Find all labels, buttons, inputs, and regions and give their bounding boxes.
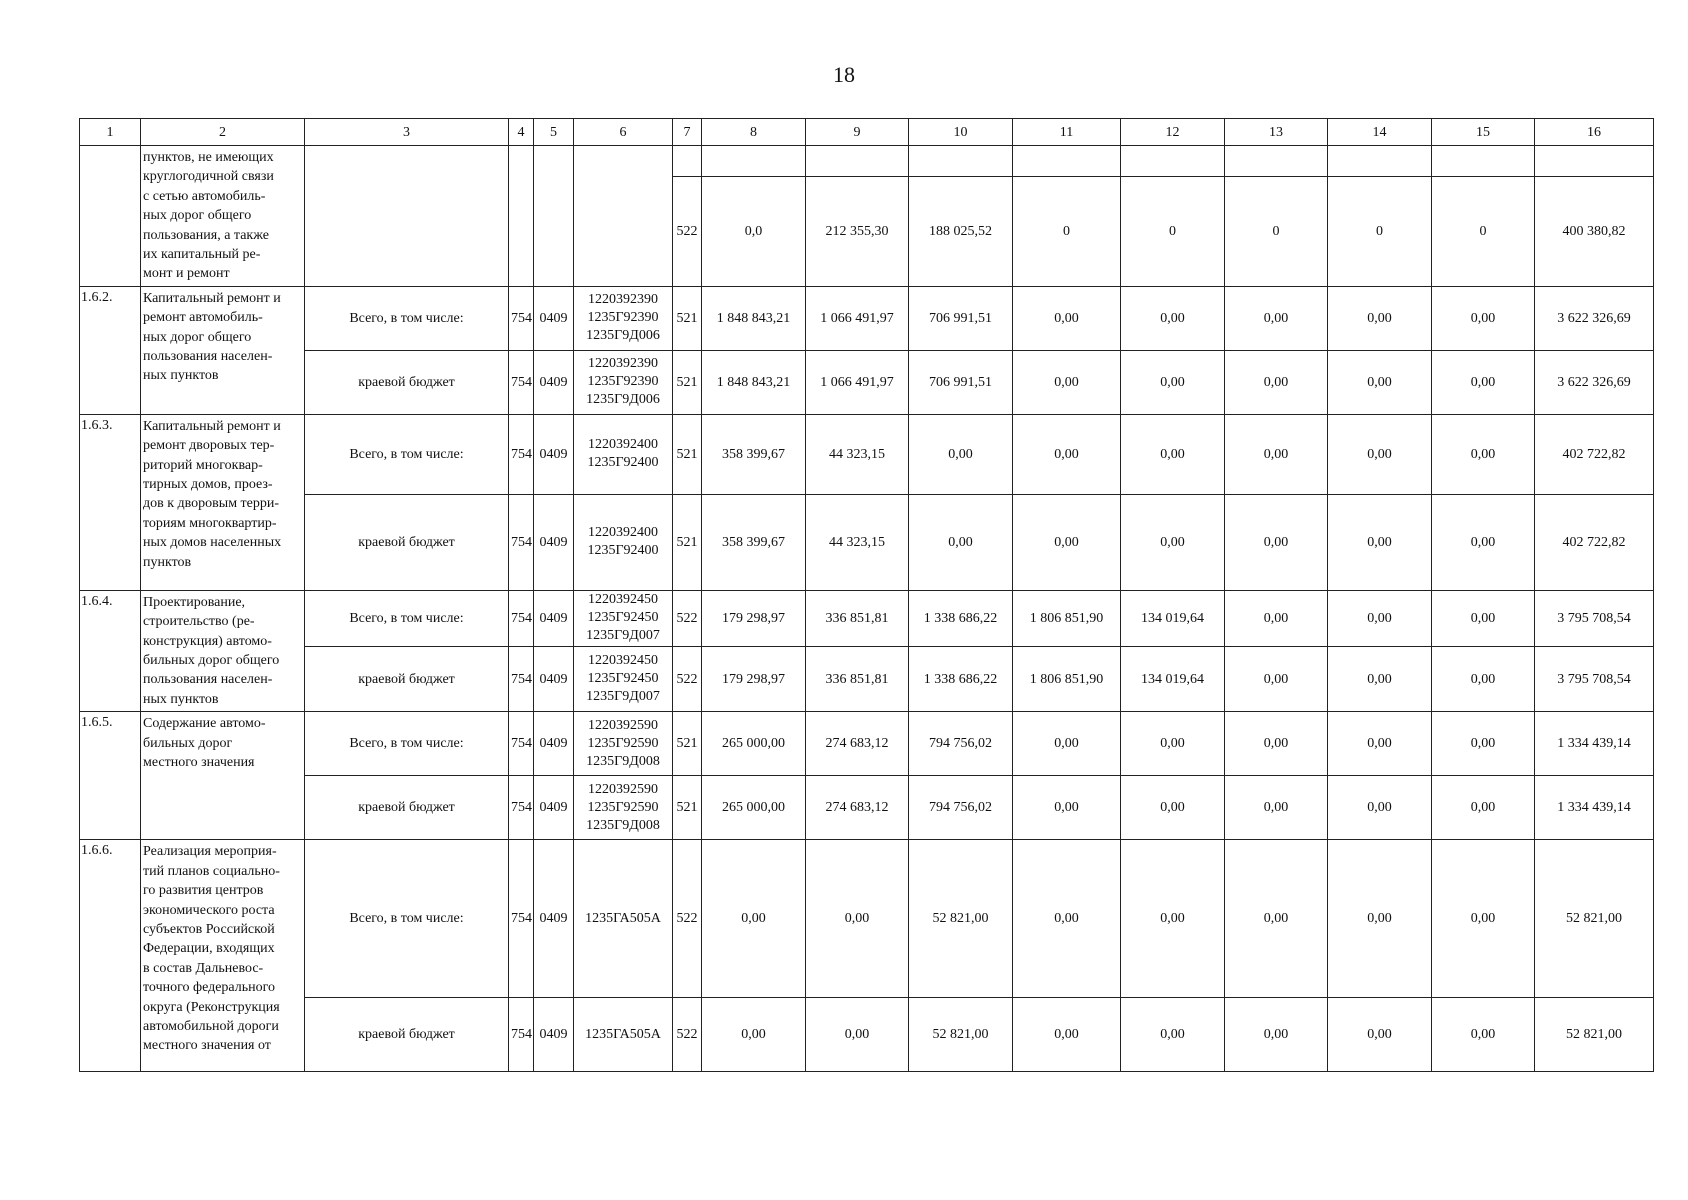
value-cell: 794 756,02 bbox=[909, 776, 1013, 840]
col-5: 0409 bbox=[534, 776, 574, 840]
description-line: пунктов bbox=[143, 554, 192, 570]
description-line: строительство (ре- bbox=[143, 614, 255, 630]
value-cell: 0,00 bbox=[1328, 494, 1432, 590]
header-cell: 2 bbox=[141, 119, 305, 146]
code-cell bbox=[574, 712, 673, 776]
description-line: экономического роста bbox=[143, 902, 275, 918]
value-cell: 265 000,00 bbox=[702, 776, 806, 840]
col-7: 522 bbox=[673, 590, 702, 646]
col-5: 0409 bbox=[534, 350, 574, 414]
value-cell: 0,00 bbox=[1328, 776, 1432, 840]
budget-code: 1235Г92400 bbox=[587, 455, 659, 471]
description-line: округа (Реконструкция bbox=[143, 999, 280, 1015]
col-7: 521 bbox=[673, 776, 702, 840]
value-cell: 1 334 439,14 bbox=[1535, 712, 1654, 776]
empty-cell bbox=[909, 146, 1013, 177]
value-cell: 0,00 bbox=[1013, 414, 1121, 494]
table-row bbox=[80, 840, 1654, 998]
description-line: пользования населен- bbox=[143, 349, 273, 365]
value-cell: 400 380,82 bbox=[1535, 176, 1654, 286]
value-cell: 0,00 bbox=[1328, 590, 1432, 646]
value-cell: 0,00 bbox=[1225, 712, 1328, 776]
value-cell: 134 019,64 bbox=[1121, 590, 1225, 646]
value-cell: 0,00 bbox=[1225, 776, 1328, 840]
code-cell bbox=[574, 590, 673, 646]
description-line: ных дорог общего bbox=[143, 208, 252, 224]
budget-code: 1220392590 bbox=[588, 717, 658, 733]
description-line: их капитальный ре- bbox=[143, 247, 261, 263]
value-cell: 0,00 bbox=[1225, 646, 1328, 711]
funding-source: краевой бюджет bbox=[305, 646, 509, 711]
budget-code: 1235Г92590 bbox=[587, 799, 659, 815]
empty-cell bbox=[1432, 146, 1535, 177]
col-4: 754 bbox=[509, 776, 534, 840]
value-cell: 0,00 bbox=[1013, 494, 1121, 590]
value-cell: 0,00 bbox=[1432, 494, 1535, 590]
value-cell: 0,00 bbox=[1432, 712, 1535, 776]
value-cell: 44 323,15 bbox=[806, 494, 909, 590]
value-cell: 0,00 bbox=[1225, 494, 1328, 590]
table-row bbox=[80, 414, 1654, 494]
value-cell: 0,00 bbox=[1432, 414, 1535, 494]
value-cell: 52 821,00 bbox=[1535, 840, 1654, 998]
table-row bbox=[80, 712, 1654, 776]
header-cell: 13 bbox=[1225, 119, 1328, 146]
value-cell: 3 795 708,54 bbox=[1535, 590, 1654, 646]
value-cell: 188 025,52 bbox=[909, 176, 1013, 286]
col-4: 754 bbox=[509, 840, 534, 998]
table-row bbox=[80, 776, 1654, 840]
value-cell: 1 066 491,97 bbox=[806, 350, 909, 414]
funding-source: Всего, в том числе: bbox=[305, 286, 509, 350]
table-row bbox=[80, 494, 1654, 590]
header-cell: 5 bbox=[534, 119, 574, 146]
item-description bbox=[141, 712, 305, 840]
value-cell: 0,00 bbox=[1013, 840, 1121, 998]
value-cell: 3 622 326,69 bbox=[1535, 286, 1654, 350]
value-cell: 402 722,82 bbox=[1535, 414, 1654, 494]
value-cell: 0,00 bbox=[1121, 286, 1225, 350]
col-7: 521 bbox=[673, 414, 702, 494]
description-line: тий планов социально- bbox=[143, 863, 280, 879]
budget-code: 1235Г92390 bbox=[587, 310, 659, 326]
value-cell: 1 806 851,90 bbox=[1013, 590, 1121, 646]
value-cell: 706 991,51 bbox=[909, 350, 1013, 414]
col-4 bbox=[509, 146, 534, 287]
code-cell bbox=[574, 350, 673, 414]
description-line: бильных дорог общего bbox=[143, 653, 280, 669]
header-cell: 14 bbox=[1328, 119, 1432, 146]
funding-source: Всего, в том числе: bbox=[305, 590, 509, 646]
budget-code: 1235Г9Д007 bbox=[586, 628, 660, 644]
description-line: го развития центров bbox=[143, 883, 264, 899]
table-body bbox=[80, 119, 1654, 1072]
col-4: 754 bbox=[509, 646, 534, 711]
code-cell bbox=[574, 414, 673, 494]
value-cell: 0,00 bbox=[806, 840, 909, 998]
value-cell: 52 821,00 bbox=[909, 998, 1013, 1072]
value-cell: 0,00 bbox=[1225, 840, 1328, 998]
description-line: ных домов населенных bbox=[143, 535, 282, 551]
empty-cell bbox=[702, 146, 806, 177]
value-cell: 0,00 bbox=[702, 998, 806, 1072]
funding-source: Всего, в том числе: bbox=[305, 414, 509, 494]
item-description bbox=[141, 840, 305, 1072]
col-5: 0409 bbox=[534, 840, 574, 998]
col-7: 522 bbox=[673, 840, 702, 998]
value-cell: 402 722,82 bbox=[1535, 494, 1654, 590]
value-cell: 52 821,00 bbox=[1535, 998, 1654, 1072]
value-cell: 1 066 491,97 bbox=[806, 286, 909, 350]
col-7: 522 bbox=[673, 646, 702, 711]
col-7: 521 bbox=[673, 350, 702, 414]
value-cell: 0,00 bbox=[1432, 590, 1535, 646]
value-cell: 212 355,30 bbox=[806, 176, 909, 286]
code-cell bbox=[574, 646, 673, 711]
description-line: ториям многоквартир- bbox=[143, 515, 277, 531]
col-5: 0409 bbox=[534, 494, 574, 590]
description-line: в состав Дальневос- bbox=[143, 960, 264, 976]
budget-table bbox=[79, 118, 1654, 1072]
header-cell: 7 bbox=[673, 119, 702, 146]
table-row bbox=[80, 590, 1654, 646]
description-line: круглогодичной связи bbox=[143, 169, 274, 185]
value-cell: 0,00 bbox=[1432, 286, 1535, 350]
budget-code: 1220392400 bbox=[588, 525, 658, 541]
description-line: Федерации, входящих bbox=[143, 941, 275, 957]
description-line: с сетью автомобиль- bbox=[143, 188, 266, 204]
description-line: ных пунктов bbox=[143, 368, 219, 384]
value-cell: 1 848 843,21 bbox=[702, 286, 806, 350]
budget-code: 1235Г9Д008 bbox=[586, 817, 660, 833]
value-cell: 1 806 851,90 bbox=[1013, 646, 1121, 711]
value-cell: 0,00 bbox=[1225, 998, 1328, 1072]
value-cell: 0,0 bbox=[702, 176, 806, 286]
value-cell: 0 bbox=[1225, 176, 1328, 286]
value-cell: 0 bbox=[1432, 176, 1535, 286]
value-cell: 0,00 bbox=[1013, 998, 1121, 1072]
description-line: Реализация мероприя- bbox=[143, 844, 277, 860]
value-cell: 179 298,97 bbox=[702, 590, 806, 646]
value-cell: 0,00 bbox=[1328, 414, 1432, 494]
description-line: пользования, а также bbox=[143, 227, 269, 243]
funding-source: краевой бюджет bbox=[305, 350, 509, 414]
budget-code: 1220392400 bbox=[588, 437, 658, 453]
funding-source: Всего, в том числе: bbox=[305, 840, 509, 998]
header-cell: 11 bbox=[1013, 119, 1121, 146]
description-line: пунктов, не имеющих bbox=[143, 150, 274, 165]
header-cell: 12 bbox=[1121, 119, 1225, 146]
description-line: ных дорог общего bbox=[143, 329, 252, 345]
value-cell: 0,00 bbox=[1328, 350, 1432, 414]
table-row bbox=[80, 998, 1654, 1072]
budget-code: 1235Г92450 bbox=[587, 610, 659, 626]
empty-cell bbox=[1328, 146, 1432, 177]
value-cell: 1 334 439,14 bbox=[1535, 776, 1654, 840]
value-cell: 0,00 bbox=[1328, 286, 1432, 350]
col-5: 0409 bbox=[534, 286, 574, 350]
value-cell: 0,00 bbox=[1225, 414, 1328, 494]
value-cell: 358 399,67 bbox=[702, 414, 806, 494]
value-cell: 44 323,15 bbox=[806, 414, 909, 494]
budget-code: 1235Г92400 bbox=[587, 543, 659, 559]
description-line: бильных дорог bbox=[143, 735, 233, 751]
budget-code: 1235Г92590 bbox=[587, 735, 659, 751]
budget-code: 1235Г92390 bbox=[587, 374, 659, 390]
value-cell: 0 bbox=[1328, 176, 1432, 286]
header-row bbox=[80, 119, 1654, 146]
value-cell: 0,00 bbox=[1328, 712, 1432, 776]
value-cell: 0,00 bbox=[1013, 712, 1121, 776]
table-row bbox=[80, 350, 1654, 414]
item-number: 1.6.4. bbox=[80, 590, 141, 711]
description-line: ремонт автомобиль- bbox=[143, 310, 263, 326]
value-cell: 0,00 bbox=[1121, 494, 1225, 590]
page-number: 18 bbox=[833, 62, 855, 87]
item-description bbox=[141, 286, 305, 414]
col-4: 754 bbox=[509, 712, 534, 776]
description-line: местного значения от bbox=[143, 1038, 271, 1054]
value-cell: 1 848 843,21 bbox=[702, 350, 806, 414]
col-7: 521 bbox=[673, 494, 702, 590]
value-cell: 336 851,81 bbox=[806, 590, 909, 646]
description-line: Содержание автомо- bbox=[143, 716, 266, 732]
item-number: 1.6.3. bbox=[80, 414, 141, 590]
empty-cell bbox=[1013, 146, 1121, 177]
value-cell: 0,00 bbox=[1328, 998, 1432, 1072]
col-7: 521 bbox=[673, 286, 702, 350]
col-7: 522 bbox=[673, 176, 702, 286]
table-row bbox=[80, 146, 1654, 177]
description-line: точного федерального bbox=[143, 980, 276, 996]
col-5: 0409 bbox=[534, 712, 574, 776]
code-cell bbox=[574, 146, 673, 287]
value-cell: 134 019,64 bbox=[1121, 646, 1225, 711]
value-cell: 0,00 bbox=[1013, 286, 1121, 350]
col-7: 521 bbox=[673, 712, 702, 776]
budget-code: 1220392450 bbox=[588, 592, 658, 608]
value-cell: 274 683,12 bbox=[806, 712, 909, 776]
col-4: 754 bbox=[509, 590, 534, 646]
description-line: ных пунктов bbox=[143, 691, 219, 707]
value-cell: 0,00 bbox=[1432, 350, 1535, 414]
funding-source: краевой бюджет bbox=[305, 776, 509, 840]
description-line: Капитальный ремонт и bbox=[143, 418, 281, 434]
value-cell: 0,00 bbox=[1121, 712, 1225, 776]
value-cell: 3 795 708,54 bbox=[1535, 646, 1654, 711]
value-cell: 1 338 686,22 bbox=[909, 646, 1013, 711]
value-cell: 52 821,00 bbox=[909, 840, 1013, 998]
code-cell bbox=[574, 840, 673, 998]
budget-code: 1235Г92450 bbox=[587, 671, 659, 687]
col-5: 0409 bbox=[534, 646, 574, 711]
item-number: 1.6.2. bbox=[80, 286, 141, 414]
funding-source: краевой бюджет bbox=[305, 494, 509, 590]
budget-code: 1220392590 bbox=[588, 781, 658, 797]
item-description bbox=[141, 590, 305, 711]
description-line: ремонт дворовых тер- bbox=[143, 438, 275, 454]
value-cell: 0,00 bbox=[1225, 590, 1328, 646]
header-cell: 4 bbox=[509, 119, 534, 146]
empty-cell bbox=[1121, 146, 1225, 177]
header-cell: 16 bbox=[1535, 119, 1654, 146]
budget-code: 1235ГА505А bbox=[585, 910, 661, 926]
budget-code: 1220392390 bbox=[588, 292, 658, 308]
col-4: 754 bbox=[509, 350, 534, 414]
budget-code: 1235ГА505А bbox=[585, 1026, 661, 1042]
code-cell bbox=[574, 998, 673, 1072]
value-cell: 0 bbox=[1121, 176, 1225, 286]
funding-source bbox=[305, 146, 509, 287]
table-row bbox=[80, 286, 1654, 350]
value-cell: 274 683,12 bbox=[806, 776, 909, 840]
col-4: 754 bbox=[509, 998, 534, 1072]
budget-code: 1235Г9Д008 bbox=[586, 753, 660, 769]
description-line: Проектирование, bbox=[143, 594, 246, 610]
description-line: пользования населен- bbox=[143, 672, 273, 688]
value-cell: 0,00 bbox=[1121, 840, 1225, 998]
value-cell: 0,00 bbox=[909, 414, 1013, 494]
value-cell: 0,00 bbox=[1225, 286, 1328, 350]
col-5 bbox=[534, 146, 574, 287]
header-cell: 3 bbox=[305, 119, 509, 146]
value-cell: 0,00 bbox=[909, 494, 1013, 590]
item-number: 1.6.6. bbox=[80, 840, 141, 1072]
description-line: монт и ремонт bbox=[143, 266, 230, 282]
code-cell bbox=[574, 494, 673, 590]
value-cell: 706 991,51 bbox=[909, 286, 1013, 350]
header-cell: 15 bbox=[1432, 119, 1535, 146]
value-cell: 336 851,81 bbox=[806, 646, 909, 711]
value-cell: 265 000,00 bbox=[702, 712, 806, 776]
value-cell: 1 338 686,22 bbox=[909, 590, 1013, 646]
description-line: дов к дворовым терри- bbox=[143, 496, 280, 512]
col-5: 0409 bbox=[534, 414, 574, 494]
header-cell: 9 bbox=[806, 119, 909, 146]
description-line: тирных домов, проез- bbox=[143, 477, 273, 493]
description-line: риторий многоквар- bbox=[143, 457, 263, 473]
description-line: конструкция) автомо- bbox=[143, 633, 272, 649]
budget-code: 1220392450 bbox=[588, 653, 658, 669]
budget-code: 1235Г9Д006 bbox=[586, 392, 660, 408]
value-cell: 0,00 bbox=[1013, 350, 1121, 414]
item-number: 1.6.5. bbox=[80, 712, 141, 840]
value-cell: 0,00 bbox=[1328, 646, 1432, 711]
empty-cell bbox=[1535, 146, 1654, 177]
value-cell: 0,00 bbox=[1432, 776, 1535, 840]
value-cell: 179 298,97 bbox=[702, 646, 806, 711]
col-5: 0409 bbox=[534, 998, 574, 1072]
value-cell: 0,00 bbox=[1225, 350, 1328, 414]
description-line: субъектов Российской bbox=[143, 921, 275, 937]
funding-source: Всего, в том числе: bbox=[305, 712, 509, 776]
item-description bbox=[141, 146, 305, 287]
budget-code: 1235Г9Д006 bbox=[586, 328, 660, 344]
code-cell bbox=[574, 286, 673, 350]
col-4: 754 bbox=[509, 414, 534, 494]
budget-code: 1235Г9Д007 bbox=[586, 689, 660, 705]
value-cell: 0,00 bbox=[1121, 350, 1225, 414]
value-cell: 358 399,67 bbox=[702, 494, 806, 590]
value-cell: 0,00 bbox=[1432, 840, 1535, 998]
description-line: Капитальный ремонт и bbox=[143, 290, 281, 306]
value-cell: 0,00 bbox=[1013, 776, 1121, 840]
funding-source: краевой бюджет bbox=[305, 998, 509, 1072]
col-4: 754 bbox=[509, 494, 534, 590]
header-cell: 1 bbox=[80, 119, 141, 146]
code-cell bbox=[574, 776, 673, 840]
col-5: 0409 bbox=[534, 590, 574, 646]
empty-cell bbox=[1225, 146, 1328, 177]
description-line: местного значения bbox=[143, 755, 255, 771]
value-cell: 0,00 bbox=[1432, 998, 1535, 1072]
value-cell: 794 756,02 bbox=[909, 712, 1013, 776]
budget-code: 1220392390 bbox=[588, 356, 658, 372]
value-cell: 0,00 bbox=[806, 998, 909, 1072]
col-4: 754 bbox=[509, 286, 534, 350]
empty-cell bbox=[806, 146, 909, 177]
value-cell: 0,00 bbox=[1121, 776, 1225, 840]
value-cell: 0,00 bbox=[1121, 414, 1225, 494]
value-cell: 3 622 326,69 bbox=[1535, 350, 1654, 414]
value-cell: 0,00 bbox=[1328, 840, 1432, 998]
value-cell: 0,00 bbox=[1432, 646, 1535, 711]
table-row bbox=[80, 646, 1654, 711]
header-cell: 6 bbox=[574, 119, 673, 146]
header-cell: 8 bbox=[702, 119, 806, 146]
value-cell: 0 bbox=[1013, 176, 1121, 286]
item-description bbox=[141, 414, 305, 590]
description-line: автомобильной дороги bbox=[143, 1018, 279, 1034]
col-7: 522 bbox=[673, 998, 702, 1072]
value-cell: 0,00 bbox=[1121, 998, 1225, 1072]
empty-cell bbox=[673, 146, 702, 177]
value-cell: 0,00 bbox=[702, 840, 806, 998]
header-cell: 10 bbox=[909, 119, 1013, 146]
item-number bbox=[80, 146, 141, 287]
